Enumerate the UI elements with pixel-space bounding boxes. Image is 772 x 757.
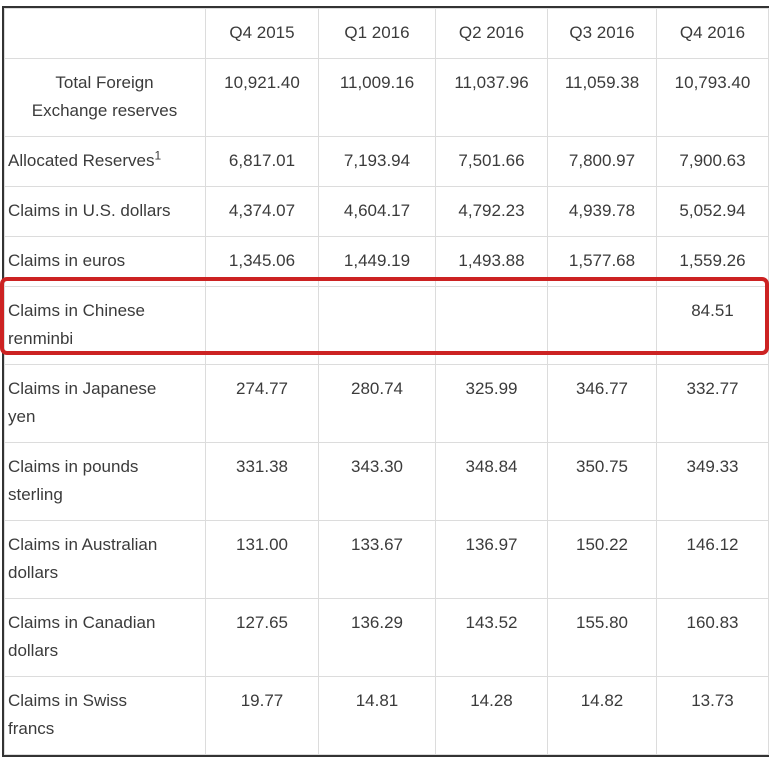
column-header-5: Q4 2016 xyxy=(657,9,769,59)
column-header-2: Q1 2016 xyxy=(319,9,436,59)
value-cell: 19.77 xyxy=(206,677,319,755)
table-row xyxy=(5,599,769,677)
row-label-text: Claims in Chinese xyxy=(8,301,145,320)
row-label-line xyxy=(8,531,201,559)
row-label-text: sterling xyxy=(8,485,63,504)
value-cell: 136.29 xyxy=(319,599,436,677)
value-cell: 11,009.16 xyxy=(319,59,436,137)
column-header-3: Q2 2016 xyxy=(436,9,548,59)
row-label-text: Exchange reserves xyxy=(31,101,178,120)
value-cell: 155.80 xyxy=(548,599,657,677)
row-label-text: Claims in Canadian xyxy=(8,613,156,632)
row-label xyxy=(5,443,206,521)
table-row xyxy=(5,521,769,599)
value-cell: 1,493.88 xyxy=(436,237,548,287)
footnote-marker: 1 xyxy=(154,148,162,163)
row-label-text: Claims in Australian xyxy=(8,535,158,554)
row-label xyxy=(5,677,206,755)
table-row xyxy=(5,443,769,521)
value-cell: 13.73 xyxy=(657,677,769,755)
value-cell: 11,037.96 xyxy=(436,59,548,137)
row-label-line xyxy=(8,147,201,175)
row-label-line xyxy=(8,69,201,97)
value-cell: 150.22 xyxy=(548,521,657,599)
row-label-text: dollars xyxy=(8,641,59,660)
row-label xyxy=(5,137,206,187)
value-cell: 343.30 xyxy=(319,443,436,521)
table-row xyxy=(5,677,769,755)
row-label-line xyxy=(8,481,201,509)
row-label-line xyxy=(8,247,201,275)
column-header-4: Q3 2016 xyxy=(548,9,657,59)
value-cell: 14.82 xyxy=(548,677,657,755)
row-label-text: Claims in U.S. dollars xyxy=(8,201,171,220)
row-label xyxy=(5,59,206,137)
value-cell: 1,345.06 xyxy=(206,237,319,287)
value-cell: 1,449.19 xyxy=(319,237,436,287)
row-label-text: Claims in pounds xyxy=(8,457,139,476)
value-cell: 7,501.66 xyxy=(436,137,548,187)
value-cell: 14.81 xyxy=(319,677,436,755)
table-row xyxy=(5,137,769,187)
value-cell: 10,793.40 xyxy=(657,59,769,137)
value-cell: 349.33 xyxy=(657,443,769,521)
table-row xyxy=(5,59,769,137)
value-cell: 348.84 xyxy=(436,443,548,521)
value-cell xyxy=(206,287,319,365)
row-label-line xyxy=(8,687,201,715)
value-cell: 11,059.38 xyxy=(548,59,657,137)
row-label-line xyxy=(8,325,201,353)
row-label xyxy=(5,237,206,287)
row-label-text: renminbi xyxy=(8,329,74,348)
value-cell: 146.12 xyxy=(657,521,769,599)
row-label-line xyxy=(8,559,201,587)
row-label-text: francs xyxy=(8,719,55,738)
value-cell: 274.77 xyxy=(206,365,319,443)
value-cell: 136.97 xyxy=(436,521,548,599)
value-cell: 332.77 xyxy=(657,365,769,443)
value-cell: 1,559.26 xyxy=(657,237,769,287)
table-row xyxy=(5,237,769,287)
row-label-line xyxy=(8,97,201,125)
corner-cell xyxy=(5,9,206,59)
value-cell: 4,374.07 xyxy=(206,187,319,237)
value-cell: 346.77 xyxy=(548,365,657,443)
row-label-line xyxy=(8,297,201,325)
value-cell: 143.52 xyxy=(436,599,548,677)
table-row-highlighted xyxy=(5,287,769,365)
row-label-line xyxy=(8,715,201,743)
value-cell: 160.83 xyxy=(657,599,769,677)
row-label-line xyxy=(8,637,201,665)
value-cell: 131.00 xyxy=(206,521,319,599)
value-cell: 14.28 xyxy=(436,677,548,755)
value-cell: 127.65 xyxy=(206,599,319,677)
value-cell: 7,193.94 xyxy=(319,137,436,187)
value-cell: 4,792.23 xyxy=(436,187,548,237)
value-cell: 325.99 xyxy=(436,365,548,443)
value-cell xyxy=(548,287,657,365)
row-label-line xyxy=(8,197,201,225)
row-label-text: Total Foreign xyxy=(55,73,154,92)
table-row xyxy=(5,365,769,443)
table-row xyxy=(5,187,769,237)
value-cell: 6,817.01 xyxy=(206,137,319,187)
value-cell: 84.51 xyxy=(657,287,769,365)
value-cell: 1,577.68 xyxy=(548,237,657,287)
value-cell: 10,921.40 xyxy=(206,59,319,137)
value-cell: 5,052.94 xyxy=(657,187,769,237)
row-label-line xyxy=(8,609,201,637)
row-label xyxy=(5,365,206,443)
row-label xyxy=(5,599,206,677)
row-label xyxy=(5,187,206,237)
value-cell: 4,604.17 xyxy=(319,187,436,237)
row-label-text: Allocated Reserves xyxy=(8,151,155,170)
row-label-text: Claims in Swiss xyxy=(8,691,128,710)
value-cell: 331.38 xyxy=(206,443,319,521)
row-label xyxy=(5,287,206,365)
row-label-text: Claims in euros xyxy=(8,251,126,270)
value-cell xyxy=(319,287,436,365)
row-label-line xyxy=(8,375,201,403)
row-label xyxy=(5,521,206,599)
row-label-line xyxy=(8,403,201,431)
value-cell: 280.74 xyxy=(319,365,436,443)
value-cell xyxy=(436,287,548,365)
fx-reserves-table-grid xyxy=(4,8,769,755)
value-cell: 7,900.63 xyxy=(657,137,769,187)
value-cell: 133.67 xyxy=(319,521,436,599)
row-label-text: Claims in Japanese xyxy=(8,379,157,398)
row-label-text: yen xyxy=(8,407,36,426)
header-row xyxy=(5,9,769,59)
column-header-1: Q4 2015 xyxy=(206,9,319,59)
value-cell: 350.75 xyxy=(548,443,657,521)
row-label-line xyxy=(8,453,201,481)
fx-reserves-table xyxy=(2,6,769,757)
row-label-text: dollars xyxy=(8,563,59,582)
value-cell: 7,800.97 xyxy=(548,137,657,187)
value-cell: 4,939.78 xyxy=(548,187,657,237)
